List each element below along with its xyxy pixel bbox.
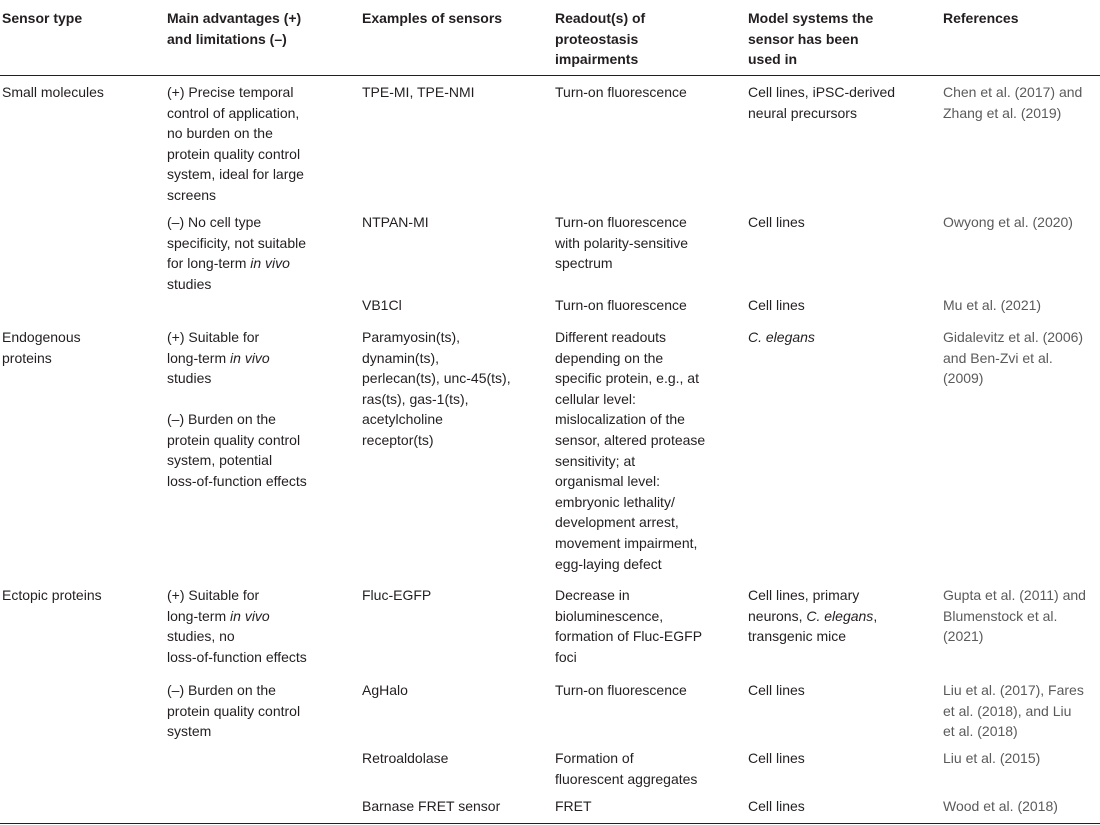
advantages-endogenous xyxy=(167,327,270,389)
cell-line: specificity, not suitable xyxy=(167,234,307,251)
header-line: proteostasis xyxy=(555,30,639,47)
cell-line: Cell lines, iPSC-derived xyxy=(748,84,896,100)
text-run-italic: in vivo xyxy=(250,255,290,272)
cell-line: fluorescent aggregates xyxy=(555,770,698,787)
cell-line: loss-of-function effects xyxy=(167,648,307,665)
cell-line: Paramyosin(ts), xyxy=(362,329,461,345)
cell-line: Different readouts xyxy=(555,329,667,345)
cell-line: system, potential xyxy=(167,452,273,469)
sensor-type-small-molecules xyxy=(2,82,104,103)
header-line: Sensor type xyxy=(2,10,83,26)
cell-line: movement impairment, xyxy=(555,534,698,551)
reference xyxy=(943,585,1086,647)
cell-line: sensor, altered protease xyxy=(555,431,706,448)
col-header-readout xyxy=(555,8,645,70)
cell-line: Cell lines xyxy=(748,798,805,814)
header-line: References xyxy=(943,10,1019,26)
model-systems xyxy=(748,327,815,348)
cell-line: AgHalo xyxy=(362,682,408,698)
cell-line: Barnase FRET sensor xyxy=(362,798,501,814)
model-systems xyxy=(748,212,805,233)
header-line: Model systems the xyxy=(748,10,874,26)
cell-line: embryonic lethality/ xyxy=(555,493,675,510)
cell-line: bioluminescence, xyxy=(555,607,664,624)
reference xyxy=(943,295,1041,316)
cell-line: Retroaldolase xyxy=(362,750,449,766)
model-systems xyxy=(748,680,805,701)
text-run-italic: C. elegans xyxy=(806,607,874,624)
cell-line: FRET xyxy=(555,798,592,814)
readout xyxy=(555,748,697,789)
model-systems xyxy=(748,295,805,316)
cell-line: studies xyxy=(167,275,212,292)
text-run-italic: in vivo xyxy=(230,349,270,366)
cell-line: (+) Suitable for xyxy=(167,587,260,603)
sensor-example xyxy=(362,680,408,701)
readout xyxy=(555,327,705,574)
cell-line: perlecan(ts), unc-45(ts), xyxy=(362,370,511,387)
cell-line: (–) No cell type xyxy=(167,214,262,230)
reference xyxy=(943,680,1084,742)
reference-line: (2021) xyxy=(943,628,984,645)
cell-line xyxy=(167,606,307,627)
col-header-references xyxy=(943,8,1019,29)
header-rule xyxy=(0,75,1100,76)
col-header-examples xyxy=(362,8,502,29)
header-line: Main advantages (+) xyxy=(167,10,302,26)
cell-line xyxy=(167,348,270,369)
text-run: long-term xyxy=(167,349,231,366)
cell-line: Cell lines, primary xyxy=(748,587,860,603)
readout xyxy=(555,82,687,103)
cell-line: with polarity-sensitive xyxy=(555,234,689,251)
reference-line: Gidalevitz et al. (2006) xyxy=(943,329,1084,345)
limitations-endogenous xyxy=(167,409,307,491)
sensor-example xyxy=(362,82,475,103)
text-run: , xyxy=(873,607,878,624)
reference-line: Chen et al. (2017) and xyxy=(943,84,1083,100)
advantages-small-molecules xyxy=(167,82,304,206)
cell-line: acetylcholine xyxy=(362,411,443,428)
cell-line: VB1Cl xyxy=(362,297,402,313)
reference-line: Mu et al. (2021) xyxy=(943,297,1042,313)
cell-line: Turn-on fluorescence xyxy=(555,214,687,230)
cell-line: C. elegans xyxy=(748,329,815,345)
col-header-model-systems xyxy=(748,8,873,70)
cell-line: receptor(ts) xyxy=(362,431,434,448)
reference-line: Blumenstock et al. xyxy=(943,607,1058,624)
cell-line: ras(ts), gas-1(ts), xyxy=(362,390,469,407)
cell-line: protein quality control xyxy=(167,431,301,448)
cell-line: mislocalization of the xyxy=(555,411,685,428)
cell-line: cellular level: xyxy=(555,390,636,407)
cell-line: Fluc-EGFP xyxy=(362,587,432,603)
model-systems xyxy=(748,796,805,817)
cell-line: depending on the xyxy=(555,349,664,366)
sensor-type-ectopic-proteins xyxy=(2,585,102,606)
cell-line: Decrease in xyxy=(555,587,630,603)
header-line: Examples of sensors xyxy=(362,10,503,26)
reference-line: Zhang et al. (2019) xyxy=(943,104,1062,121)
bottom-rule xyxy=(0,823,1100,824)
cell-line: development arrest, xyxy=(555,514,679,531)
readout xyxy=(555,796,592,817)
cell-line: proteins xyxy=(2,349,52,366)
cell-line: (+) Suitable for xyxy=(167,329,260,345)
cell-line: foci xyxy=(555,648,577,665)
cell-line: (+) Precise temporal xyxy=(167,84,294,100)
readout xyxy=(555,212,688,274)
cell-line: system xyxy=(167,723,212,740)
cell-line: Formation of xyxy=(555,750,634,766)
cell-line: studies, no xyxy=(167,628,235,645)
limitations-ectopic xyxy=(167,680,300,742)
cell-line: Turn-on fluorescence xyxy=(555,682,687,698)
reference xyxy=(943,748,1040,769)
cell-line: screens xyxy=(167,186,217,203)
advantages-ectopic xyxy=(167,585,307,667)
cell-line: Turn-on fluorescence xyxy=(555,84,687,100)
cell-line: formation of Fluc-EGFP xyxy=(555,628,703,645)
cell-line: control of application, xyxy=(167,104,300,121)
cell-line xyxy=(167,253,306,274)
reference xyxy=(943,327,1083,389)
cell-line: Ectopic proteins xyxy=(2,587,102,603)
col-header-sensor-type xyxy=(2,8,82,29)
header-line: and limitations (–) xyxy=(167,30,287,47)
reference-line: et al. (2018), and Liu xyxy=(943,702,1072,719)
cell-line: dynamin(ts), xyxy=(362,349,440,366)
reference-line: et al. (2018) xyxy=(943,723,1018,740)
text-run: for long-term xyxy=(167,255,251,272)
cell-line: system, ideal for large xyxy=(167,166,304,183)
cell-line: protein quality control xyxy=(167,702,301,719)
readout xyxy=(555,680,687,701)
header-line: impairments xyxy=(555,51,639,68)
reference xyxy=(943,82,1082,123)
cell-line: no burden on the xyxy=(167,125,273,142)
sensor-example xyxy=(362,327,511,451)
cell-line: Cell lines xyxy=(748,750,805,766)
limitations-small-molecules xyxy=(167,212,306,294)
header-line: used in xyxy=(748,51,798,68)
cell-line: TPE-MI, TPE-NMI xyxy=(362,84,475,100)
model-systems xyxy=(748,82,895,123)
cell-line: specific protein, e.g., at xyxy=(555,370,699,387)
reference-line: Wood et al. (2018) xyxy=(943,798,1058,814)
reference-line: and Ben-Zvi et al. xyxy=(943,349,1053,366)
header-line: sensor has been xyxy=(748,30,859,47)
cell-line: (–) Burden on the xyxy=(167,411,276,427)
model-systems xyxy=(748,748,805,769)
cell-line: Turn-on fluorescence xyxy=(555,297,687,313)
cell-line: (–) Burden on the xyxy=(167,682,276,698)
cell-line: organismal level: xyxy=(555,473,661,490)
reference-line: Liu et al. (2015) xyxy=(943,750,1041,766)
sensor-example xyxy=(362,585,431,606)
reference xyxy=(943,796,1058,817)
cell-line: egg-laying defect xyxy=(555,555,662,572)
sensor-example xyxy=(362,796,500,817)
cell-line: NTPAN-MI xyxy=(362,214,429,230)
sensor-type-endogenous-proteins xyxy=(2,327,81,368)
cell-line: sensitivity; at xyxy=(555,452,636,469)
cell-line: studies xyxy=(167,370,212,387)
reference-line: Liu et al. (2017), Fares xyxy=(943,682,1084,698)
cell-line: Endogenous xyxy=(2,329,81,345)
reference-line: (2009) xyxy=(943,370,984,387)
cell-line: neural precursors xyxy=(748,104,857,121)
cell-line: Cell lines xyxy=(748,682,805,698)
cell-line: Cell lines xyxy=(748,297,805,313)
readout xyxy=(555,295,687,316)
col-header-main-advantages xyxy=(167,8,301,49)
cell-line: loss-of-function effects xyxy=(167,472,307,489)
sensor-example xyxy=(362,212,429,233)
sensor-example xyxy=(362,295,402,316)
reference-line: Owyong et al. (2020) xyxy=(943,214,1073,230)
cell-line: Cell lines xyxy=(748,214,805,230)
reference-line: Gupta et al. (2011) and xyxy=(943,587,1086,603)
readout xyxy=(555,585,702,667)
cell-line: spectrum xyxy=(555,255,613,272)
sensor-example xyxy=(362,748,448,769)
cell-line xyxy=(748,606,877,627)
cell-line: transgenic mice xyxy=(748,628,847,645)
cell-line: protein quality control xyxy=(167,145,301,162)
model-systems xyxy=(748,585,877,647)
reference xyxy=(943,212,1073,233)
text-run-italic: in vivo xyxy=(230,607,270,624)
text-run: neurons, xyxy=(748,607,807,624)
cell-line: Small molecules xyxy=(2,84,104,100)
text-run: long-term xyxy=(167,607,231,624)
header-line: Readout(s) of xyxy=(555,10,646,26)
